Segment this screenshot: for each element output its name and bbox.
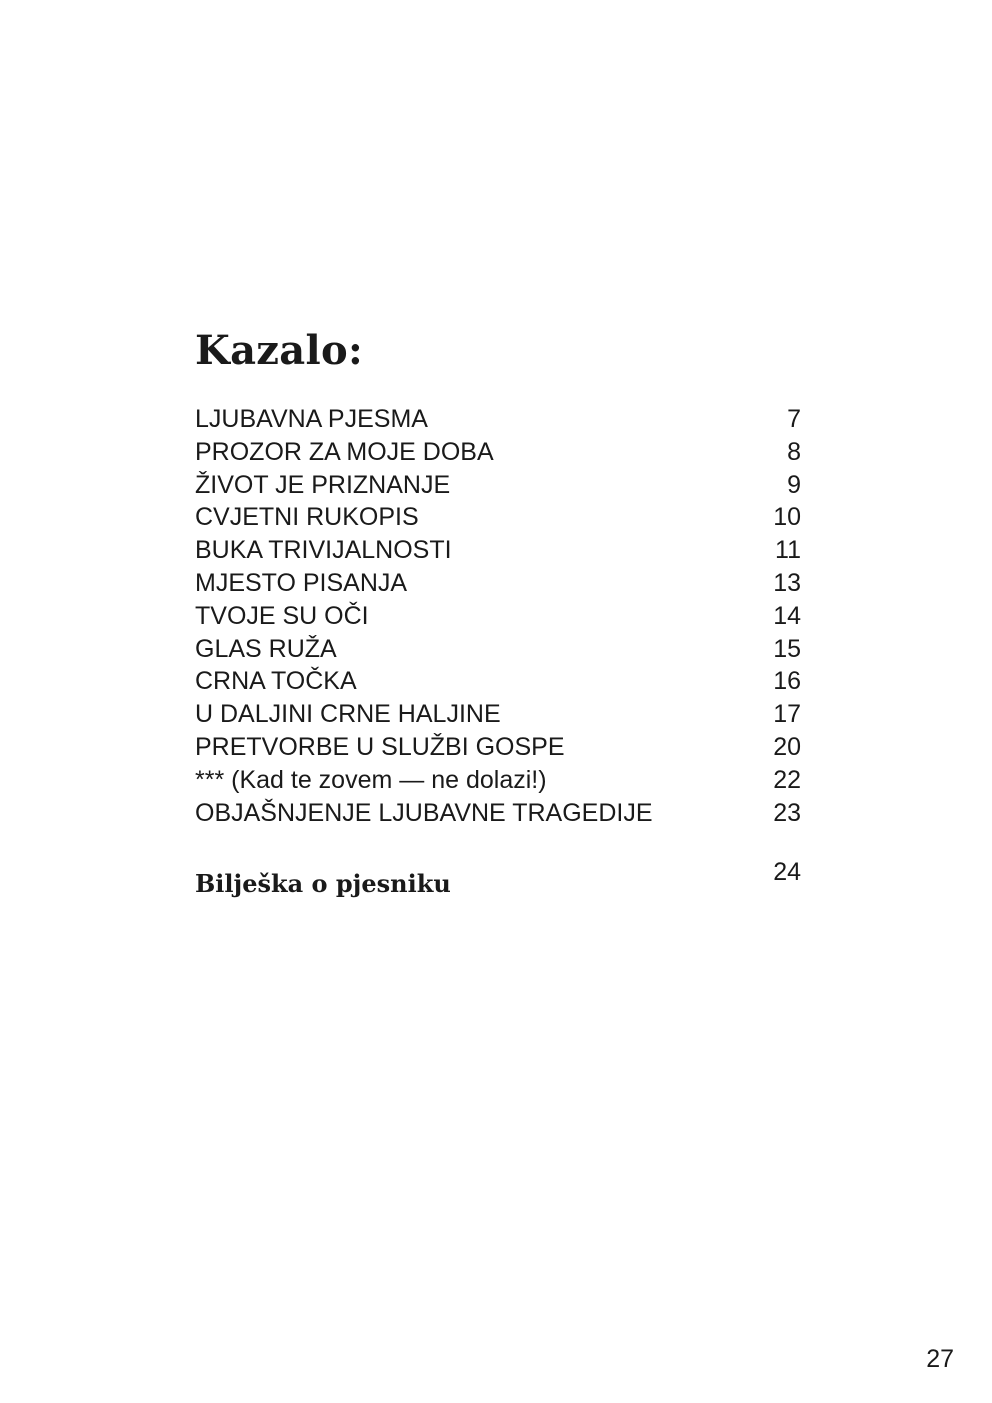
toc-entry-label: PROZOR ZA MOJE DOBA	[195, 437, 494, 466]
toc-note-page: 24	[773, 858, 801, 887]
toc-entry-page: 14	[773, 601, 801, 630]
toc-entry-page: 7	[787, 405, 801, 433]
toc-entry	[195, 501, 801, 534]
toc-entry-page: 8	[787, 437, 801, 466]
toc-entry	[195, 403, 801, 436]
toc-entry	[195, 534, 801, 567]
toc-entry	[195, 567, 801, 600]
toc-entry-page: 20	[773, 732, 801, 761]
toc-entry-page: 16	[773, 667, 801, 696]
toc-entry	[195, 665, 801, 698]
toc-entry	[195, 797, 801, 830]
toc-entry-page: 17	[773, 700, 801, 729]
toc-entry-label: BUKA TRIVIJALNOSTI	[195, 536, 452, 565]
toc-entry	[195, 600, 801, 633]
toc-entry	[195, 731, 801, 764]
toc-entry-label: ŽIVOT JE PRIZNANJE	[195, 470, 451, 499]
toc-entry-page: 11	[775, 536, 801, 565]
toc-entry-label: PRETVORBE U SLUŽBI GOSPE	[195, 732, 565, 761]
toc-entry	[195, 633, 801, 666]
toc-entry-label: CVJETNI RUKOPIS	[195, 503, 419, 532]
toc-entry-label: *** (Kad te zovem — ne dolazi!)	[195, 765, 547, 794]
toc-entry	[195, 436, 801, 469]
toc-entry-page: 15	[773, 634, 801, 663]
toc-entry	[195, 764, 801, 797]
toc-entry-label: TVOJE SU OČI	[195, 601, 369, 630]
toc-entry-page: 22	[773, 765, 801, 794]
toc-entry-label: GLAS RUŽA	[195, 634, 337, 663]
table-of-contents	[195, 326, 801, 897]
toc-note-label: Bilješka o pjesniku	[195, 869, 451, 899]
toc-entry-page: 9	[787, 470, 801, 499]
toc-title: Kazalo:	[195, 327, 364, 374]
toc-entry-label: CRNA TOČKA	[195, 667, 357, 696]
toc-entry-label: U DALJINI CRNE HALJINE	[195, 700, 501, 729]
toc-entry-label: LJUBAVNA PJESMA	[195, 405, 428, 433]
toc-entry-page: 13	[773, 568, 801, 597]
toc-note-entry	[195, 857, 801, 897]
toc-entry-page: 10	[773, 503, 801, 532]
page-number: 27	[926, 1345, 954, 1373]
toc-entry-label: MJESTO PISANJA	[195, 568, 408, 597]
toc-entry-page: 23	[773, 798, 801, 827]
toc-entry	[195, 469, 801, 502]
toc-entry	[195, 698, 801, 731]
toc-list	[195, 403, 801, 829]
toc-entry-label: OBJAŠNJENJE LJUBAVNE TRAGEDIJE	[195, 798, 653, 827]
